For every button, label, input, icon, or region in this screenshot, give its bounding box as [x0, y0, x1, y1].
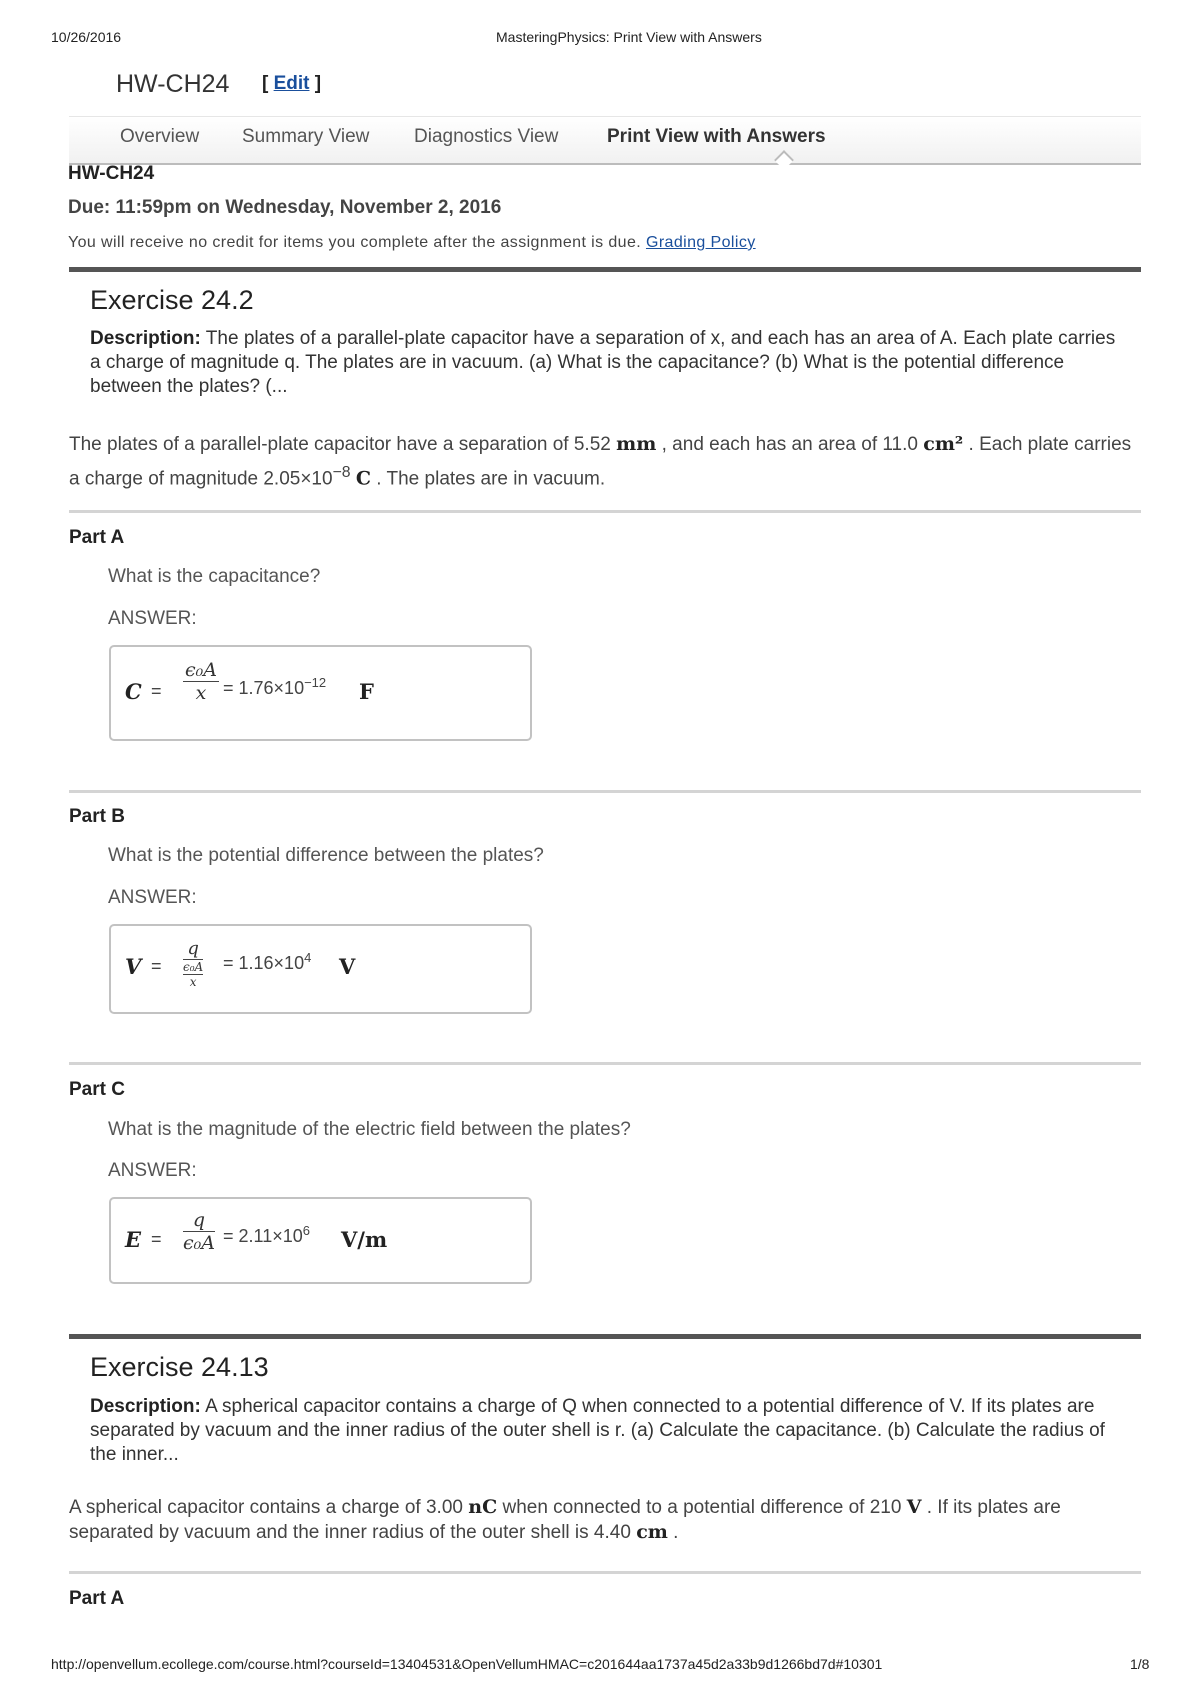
part-divider [69, 1062, 1141, 1065]
unit-cm: cm [636, 1521, 668, 1543]
answer-equals: = [151, 681, 162, 701]
formula-numerator: q [183, 1209, 215, 1232]
part-a-answer-box [109, 645, 532, 741]
edit-bracket-open: [ [262, 73, 269, 94]
late-notice-text: You will receive no credit for items you complete after the assignment is due. [68, 234, 642, 251]
part-a-heading: Part A [69, 527, 125, 548]
part-c-answer-label: ANSWER: [108, 1160, 197, 1181]
part-b-heading: Part B [69, 806, 125, 827]
formula-numerator: ϵ₀A [185, 659, 217, 681]
exercise-title: Exercise 24.2 [90, 285, 254, 315]
formula-denominator: x [195, 682, 207, 704]
answer-value: = $1.76\times 10^{-12}$ [223, 675, 327, 698]
subfraction-denominator: x [189, 975, 197, 989]
description-label: Description: [90, 1396, 201, 1417]
part-a-answer-label: ANSWER: [108, 608, 197, 629]
problem-text: , and each has an area of 11.0 [661, 434, 918, 455]
unit-coulomb: C [355, 467, 372, 490]
tab-print-view-with-answers[interactable]: Print View with Answers [607, 126, 826, 147]
active-tab-indicator [774, 150, 794, 170]
unit-volt: V [906, 1496, 922, 1518]
unit-nc: nC [468, 1496, 498, 1518]
part-a-heading: Part A [69, 1588, 125, 1609]
tab-summary-view[interactable]: Summary View [242, 126, 370, 147]
part-b-question: What is the potential difference between the plates? [108, 845, 544, 866]
part-c-question: What is the magnitude of the electric field between the plates? [108, 1119, 631, 1140]
answer-equals: = [151, 956, 162, 976]
late-notice [68, 234, 756, 252]
part-b-answer-label: ANSWER: [108, 887, 197, 908]
print-page-count: 1/8 [1130, 1656, 1150, 1672]
edit-bracket-close: ] [314, 73, 322, 94]
subfraction-numerator: ϵ₀A [183, 960, 204, 974]
answer-variable: V [125, 954, 142, 979]
problem-text: . The plates are in vacuum. [376, 468, 606, 490]
problem-text: . [673, 1522, 679, 1543]
problem-text: The plates of a parallel-plate capacitor have a separation of 5.52 [69, 434, 611, 455]
answer-formula [183, 659, 219, 704]
problem-statement [69, 430, 1139, 493]
exercise-description [90, 1395, 1120, 1467]
part-b-answer-box [109, 924, 532, 1014]
answer-formula [183, 1209, 215, 1254]
part-divider [69, 1571, 1141, 1574]
formula-subfraction [183, 960, 203, 989]
unit-cm2: cm² [923, 433, 964, 455]
print-url: http://openvellum.ecollege.com/course.html?courseId=13404531&OpenVellumHMAC=c201644aa1737a45d2a33b9d1266bd7d#10301 [51, 1656, 883, 1672]
print-date: 10/26/2016 [51, 29, 122, 45]
grading-policy-link[interactable]: Grading Policy [645, 234, 756, 251]
problem-text: A spherical capacitor contains a charge of 3.00 [69, 1497, 463, 1518]
exercise-divider [69, 1334, 1141, 1339]
edit-link[interactable]: Edit [273, 73, 310, 94]
problem-text: when connected to a potential difference of 210 [502, 1497, 902, 1518]
description-label: Description: [90, 328, 201, 349]
part-a-question: What is the capacitance? [108, 566, 321, 587]
tab-overview[interactable]: Overview [120, 126, 200, 147]
part-c-answer-box [109, 1197, 532, 1284]
problem-text: . If its plates are separated by vacuum and the inner radius of the outer shell is 4.40 [69, 1497, 1061, 1543]
answer-unit: V/m [341, 1227, 388, 1252]
unit-mm: mm [616, 433, 657, 455]
part-divider [69, 790, 1141, 793]
part-c-heading: Part C [69, 1079, 125, 1100]
formula-denominator: ϵ₀A [183, 1232, 215, 1254]
exercise-description [90, 327, 1120, 399]
view-tabs [69, 116, 1141, 165]
print-page-title: MasteringPhysics: Print View with Answers [496, 29, 762, 45]
tab-diagnostics-view[interactable]: Diagnostics View [414, 126, 559, 147]
assignment-name: HW-CH24 [68, 163, 155, 184]
answer-unit: V [339, 954, 356, 979]
answer-variable: C [125, 679, 142, 704]
part-divider [69, 510, 1141, 513]
answer-value: = $2.11\times 10^6$ [223, 1223, 310, 1246]
problem-text: . Each plate carries a charge of magnitude 2.05×10 [69, 434, 1132, 490]
edit-link-wrapper [262, 73, 321, 95]
exponent: −8 [332, 464, 351, 481]
answer-unit: F [359, 679, 374, 704]
answer-value: = $1.16\times 10^4$ [223, 950, 312, 973]
formula-numerator: q [183, 938, 203, 960]
description-text: A spherical capacitor contains a charge of Q when connected to a potential difference of V. If its plates are separated by vacuum and the inner radius of the outer shell is r. (a) Calculate the capacitance. (b) Calculate the radius of the inner... [90, 1396, 1105, 1465]
exercise-title: Exercise 24.13 [90, 1352, 269, 1382]
exercise-divider [69, 267, 1141, 272]
answer-formula [183, 938, 203, 989]
problem-statement [69, 1495, 1139, 1545]
due-date: Due: 11:59pm on Wednesday, November 2, 2016 [68, 197, 502, 218]
answer-equals: = [151, 1229, 162, 1249]
description-text: The plates of a parallel-plate capacitor have a separation of x, and each has an area of A. Each plate carries a charge of magnitude q. The plates are in vacuum. (a) What is the capacitance? (b) What is the potential difference between the plates? (... [90, 328, 1116, 397]
answer-variable: E [125, 1227, 142, 1252]
page-title: HW-CH24 [116, 70, 230, 98]
